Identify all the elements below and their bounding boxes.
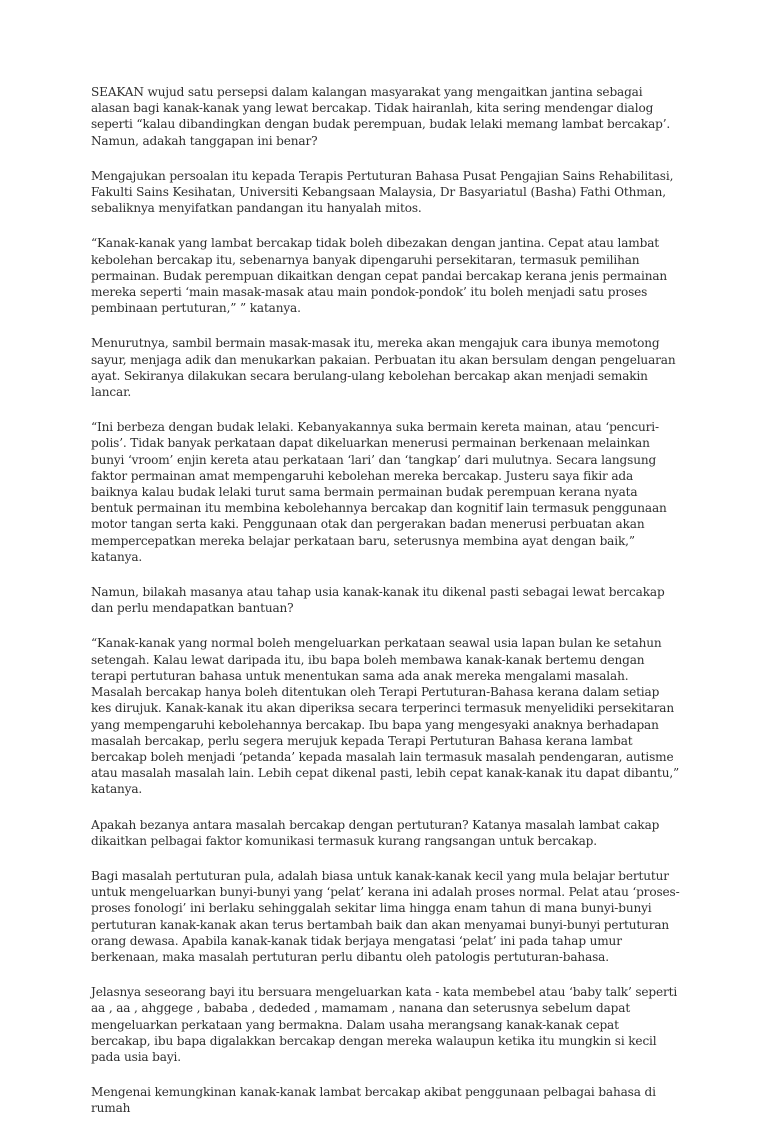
paragraph-quote-gender: “Kanak-kanak yang lambat bercakap tidak boleh dibezakan dengan jantina. Cepat atau lambat kebolehan bercakap itu, sebenarnya banyak dipengaruhi persekitaran, termasuk pemilihan permainan. Budak perempuan dikaitkan dengan cepat pandai bercakap kerana jenis permainan mereka seperti ‘main masak-masak atau main pondok-pondok’ itu boleh menjadi satu proses pembinaan pertuturan,” ” katanya. xyxy=(91,236,668,316)
paragraph-quote-normal: “Kanak-kanak yang normal boleh mengeluarkan perkataan seawal usia lapan bulan ke setahun setengah. Kalau lewat daripada itu, ibu bapa boleh membawa kanak-kanak bertemu dengan terapi pertuturan bahasa untuk menentukan sama ada anak mereka mengalami masalah. Masalah bercakap hanya boleh ditentukan oleh Terapi Pertuturan-Bahasa kerana dalam setiap kes dirujuk. Kanak-kanak itu akan diperiksa secara terperinci termasuk menyelidiki persekitaran yang mempengaruhi kebolehannya bercakap. Ibu bapa yang mengesyaki anaknya berhadapan masalah bercakap, perlu segera merujuk kepada Terapi Pertuturan Bahasa kerana lambat bercakap boleh menjadi ‘petanda’ kepada masalah lain termasuk masalah pendengaran, autisme atau masalah masalah lain. Lebih cepat dikenal pasti, lebih cepat kanak-kanak itu dapat dibantu,” katanya. xyxy=(91,636,680,797)
paragraph-question-age: Namun, bilakah masanya atau tahap usia kanak-kanak itu dikenal pasti sebagai lewat bercakap dan perlu mendapatkan bantuan? xyxy=(91,585,665,616)
paragraph-difference: Apakah bezanya antara masalah bercakap dengan pertuturan? Katanya masalah lambat cakap dikaitkan pelbagai faktor komunikasi termasuk kurang rangsangan untuk bercakap. xyxy=(91,817,660,848)
paragraph-pelat: Bagi masalah pertuturan pula, adalah biasa untuk kanak-kanak kecil yang mula belajar bertutur untuk mengeluarkan bunyi-bunyi yang ‘pelat’ kerana ini adalah proses normal. Pelat atau ‘proses-proses fonologi’ ini berlaku sehinggalah sekitar lima hingga enam tahun di mana bunyi-bunyi pertuturan kanak-kanak akan terus bertambah baik dan akan menyamai bunyi-bunyi pertuturan orang dewasa. Apabila kanak-kanak tidak berjaya mengatasi ‘pelat’ ini pada tahap umur berkenaan, maka masalah pertuturan perlu dibantu oleh patologis pertuturan-bahasa. xyxy=(91,868,680,964)
paragraph-intro: SEAKAN wujud satu persepsi dalam kalangan masyarakat yang mengaitkan jantina sebagai alasan bagi kanak-kanak yang lewat bercakap. Tidak hairanlah, kita sering mendengar dialog seperti “kalau dibandingkan dengan budak perempuan, budak lelaki memang lambat bercakap’. Namun, adakah tanggapan ini benar? xyxy=(91,85,671,148)
paragraph-expert: Mengajukan persoalan itu kepada Terapis Pertuturan Bahasa Pusat Pengajian Sains Rehabilitasi, Fakulti Sains Kesihatan, Universiti Kebangsaan Malaysia, Dr Basyariatul (Basha) Fathi Othman, sebaliknya menyifatkan pandangan itu hanyalah mitos. xyxy=(91,168,674,216)
article-body xyxy=(91,84,681,1136)
paragraph-multilingual: Mengenai kemungkinan kanak-kanak lambat bercakap akibat penggunaan pelbagai bahasa di rumah xyxy=(91,1085,656,1116)
paragraph-quote-boys: “Ini berbeza dengan budak lelaki. Kebanyakannya suka bermain kereta mainan, atau ‘pencuri-polis’. Tidak banyak perkataan dapat dikeluarkan menerusi permainan berkenaan melainkan bunyi ‘vroom’ enjin kereta atau perkataan ‘lari’ dan ‘tangkap’ dari mulutnya. Secara langsung faktor permainan amat mempengaruhi kebolehan mereka bercakap. Justeru saya fikir ada baiknya kalau budak lelaki turut sama bermain permainan budak perempuan kerana nyata bentuk permainan itu membina kebolehannya bercakap dan kognitif lain termasuk penggunaan motor tangan serta kaki. Penggunaan otak dan pergerakan badan menerusi perbuatan akan mempercepatkan mereka belajar perkataan baru, seterusnya membina ayat dengan baik,” katanya. xyxy=(91,420,667,564)
paragraph-baby-talk: Jelasnya seseorang bayi itu bersuara mengeluarkan kata - kata membebel atau ‘baby talk’ seperti aa , aa , ahggege , bababa , dededed , mamamam , nanana dan seterusnya sebelum dapat mengeluarkan perkataan yang bermakna. Dalam usaha merangsang kanak-kanak cepat bercakap, ibu bapa digalakkan bercakap dengan mereka walaupun ketika itu mungkin si kecil pada usia bayi. xyxy=(91,985,678,1064)
paragraph-play-cooking: Menurutnya, sambil bermain masak-masak itu, mereka akan mengajuk cara ibunya memotong sayur, menjaga adik dan menukarkan pakaian. Perbuatan itu akan bersulam dengan pengeluaran ayat. Sekiranya dilakukan secara berulang-ulang kebolehan bercakap akan menjadi semakin lancar. xyxy=(91,336,676,400)
